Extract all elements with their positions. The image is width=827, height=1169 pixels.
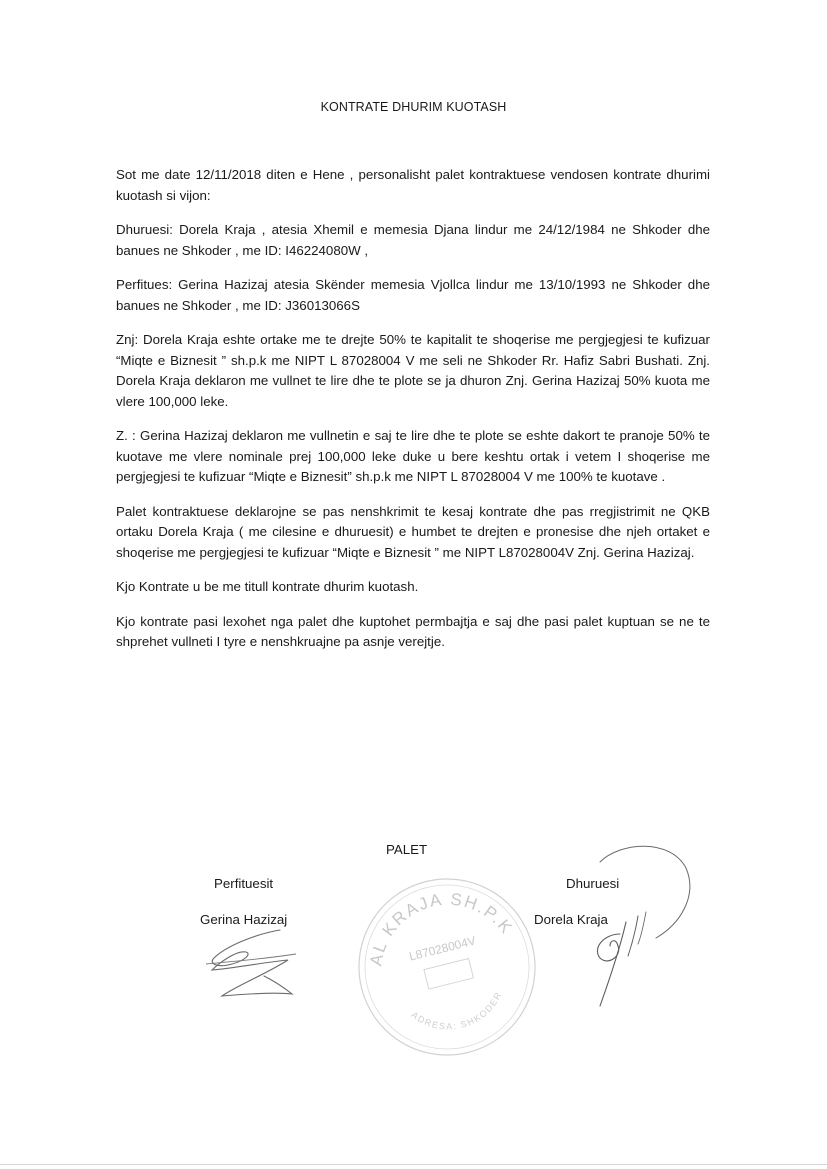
stamp-address-text: ADRESA: SHKODER <box>409 989 504 1032</box>
donor-role-label: Dhuruesi <box>566 876 620 891</box>
stamp-company-text: AL KRAJA SH.P.K <box>366 889 517 968</box>
paragraph-beneficiary-declaration: Z. : Gerina Hazizaj deklaron me vullnetin e saj te lire dhe te plote se eshte dakort te pranoje 50% te kuotave me vlere nominale prej 100,000 leke duke u bere keshtu ortak i vetem I shoqerise me pergjegjesi te kufizuar “Miqte e Biznesit” sh.p.k me NIPT L 87028004 V me 100% te kuotave . <box>116 428 710 484</box>
scan-bottom-edge <box>0 1164 827 1165</box>
donor-name: Dorela Kraja <box>534 912 608 927</box>
paragraph-beneficiary: Perfitues: Gerina Hazizaj atesia Skënder memesia Vjollca lindur me 13/10/1993 ne Shkoder dhe banues ne Shkoder , me ID: J36013066S <box>116 277 710 313</box>
beneficiary-role-label: Perfituesit <box>214 876 274 891</box>
paragraph-title-note: Kjo Kontrate u be me titull kontrate dhurim kuotash. <box>116 579 419 594</box>
beneficiary-name: Gerina Hazizaj <box>200 912 288 927</box>
company-stamp <box>352 872 542 1062</box>
stamp-nipt-text: L87028004V <box>407 933 478 964</box>
parties-heading: PALET <box>386 842 428 857</box>
paragraph-registration: Palet kontraktuese deklarojne se pas nenshkrimit te kesaj kontrate dhe pas rregjistrimit ne QKB ortaku Dorela Kraja ( me cilesine e dhuruesit) e humbet te drejten e pronesise dhe njeh ortaket e shoqerise me pergjegjesi te kufizuar “Miqte e Biznesit ” me NIPT L87028004V Znj. Gerina Hazizaj. <box>116 503 710 560</box>
beneficiary-signature <box>196 924 316 1010</box>
paragraph-closing: Kjo kontrate pasi lexohet nga palet dhe kuptohet permbajtja e saj dhe pasi palet kuptuan se ne te shprehet vullneti I tyre e nenshkruajne pa asnje verejtje. <box>116 613 710 649</box>
document-title: KONTRATE DHURIM KUOTASH <box>320 100 507 114</box>
paragraph-donor: Dhuruesi: Dorela Kraja , atesia Xhemil e memesia Djana lindur me 24/12/1984 ne Shkoder dhe banues ne Shkoder , me ID: I46224080W , <box>116 222 710 258</box>
paragraph-donor-declaration: Znj: Dorela Kraja eshte ortake me te drejte 50% te kapitalit te shoqerise me pergjegjesi te kufizuar “Miqte e Biznesit ” sh.p.k me NIPT L 87028004 V me seli ne Shkoder Rr. Hafiz Sabri Bushati. Znj. Dorela Kraja deklaron me vullnet te lire dhe te plote se ja dhuron Znj. Gerina Hazizaj 50% kuota me vlere 100,000 leke. <box>116 332 710 409</box>
contract-body <box>116 165 710 667</box>
paragraph-intro: Sot me date 12/11/2018 diten e Hene , personalisht palet kontraktuese vendosen kontrate dhurimi kuotash si vijon: <box>116 167 710 203</box>
donor-signature <box>560 838 700 1010</box>
